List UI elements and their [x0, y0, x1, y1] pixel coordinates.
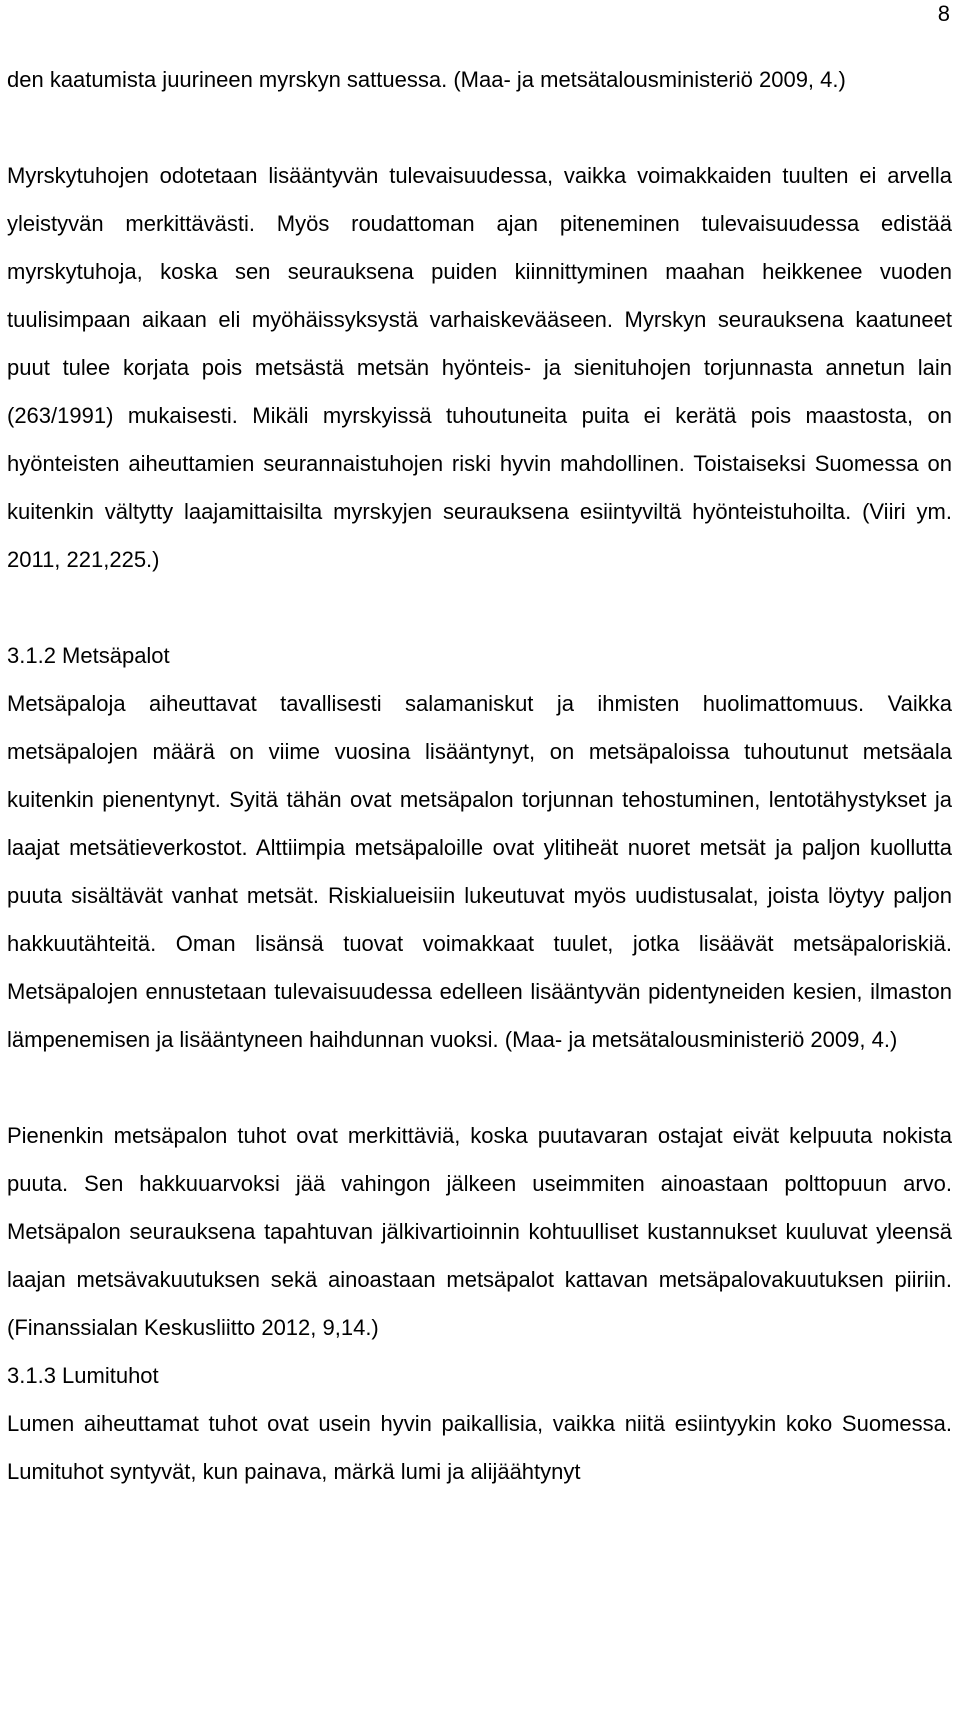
document-body — [7, 56, 952, 1496]
section-heading-3-1-3: 3.1.3 Lumituhot — [7, 1363, 159, 1388]
paragraph-2: Myrskytuhojen odotetaan lisääntyvän tulevaisuudessa, vaikka voimakkaiden tuulten ei arvella yleistyvän merkittävästi. Myös roudattoman ajan piteneminen tulevaisuudessa edistää myrskytuhoja, koska sen seurauksena puiden kiinnittyminen maahan heikkenee vuoden tuulisimpaan aikaan eli myöhäissyksystä varhaiskevääseen. Myrskyn seurauksena kaatuneet puut tulee korjata pois metsästä metsän hyönteis- ja sienituhojen torjunnasta annetun lain (263/1991) mukaisesti. Mikäli myrskyissä tuhoutuneita puita ei kerätä pois maastosta, on hyönteisten aiheuttamien seurannaistuhojen riski hyvin mahdollinen. Toistaiseksi Suomessa on kuitenkin vältytty laajamittaisilta myrskyjen seurauksena esiintyviltä hyönteistuhoilta. (Viiri ym. 2011, 221,225.) — [7, 163, 952, 572]
paragraph-1: den kaatumista juurineen myrskyn sattuessa. (Maa- ja metsätalousministeriö 2009, 4.) — [7, 67, 846, 92]
paragraph-4: Pienenkin metsäpalon tuhot ovat merkittäviä, koska puutavaran ostajat eivät kelpuuta nokista puuta. Sen hakkuuarvoksi jää vahingon jälkeen useimmiten ainoastaan polttopuun arvo. Metsäpalon seurauksena tapahtuvan jälkivartioinnin kohtuulliset kustannukset kuuluvat yleensä laajan metsävakuutuksen sekä ainoastaan metsäpalot kattavan metsäpalovakuutuksen piiriin. (Finanssialan Keskusliitto 2012, 9,14.) — [7, 1123, 952, 1340]
paragraph-5: Lumen aiheuttamat tuhot ovat usein hyvin paikallisia, vaikka niitä esiintyykin koko Suomessa. Lumituhot syntyvät, kun painava, märkä lumi ja alijäähtynyt — [7, 1411, 952, 1484]
paragraph-gap — [7, 584, 952, 632]
paragraph-gap — [7, 104, 952, 152]
section-heading-3-1-2: 3.1.2 Metsäpalot — [7, 643, 170, 668]
paragraph-3: Metsäpaloja aiheuttavat tavallisesti salamaniskut ja ihmisten huolimattomuus. Vaikka metsäpalojen määrä on viime vuosina lisääntynyt, on metsäpaloissa tuhoutunut metsäala kuitenkin pienentynyt. Syitä tähän ovat metsäpalon torjunnan tehostuminen, lentotähystykset ja laajat metsätieverkostot. Alttiimpia metsäpaloille ovat ylitiheät nuoret metsät ja paljon kuollutta puuta sisältävät vanhat metsät. Riskialueisiin lukeutuvat myös uudistusalat, joista löytyy paljon hakkuutähteitä. Oman lisänsä tuovat voimakkaat tuulet, jotka lisäävät metsäpaloriskiä. Metsäpalojen ennustetaan tulevaisuudessa edelleen lisääntyvän pidentyneiden kesien, ilmaston lämpenemisen ja lisääntyneen haihdunnan vuoksi. (Maa- ja metsätalousministeriö 2009, 4.) — [7, 691, 952, 1052]
paragraph-gap — [7, 1064, 952, 1112]
page-number: 8 — [937, 1, 950, 26]
